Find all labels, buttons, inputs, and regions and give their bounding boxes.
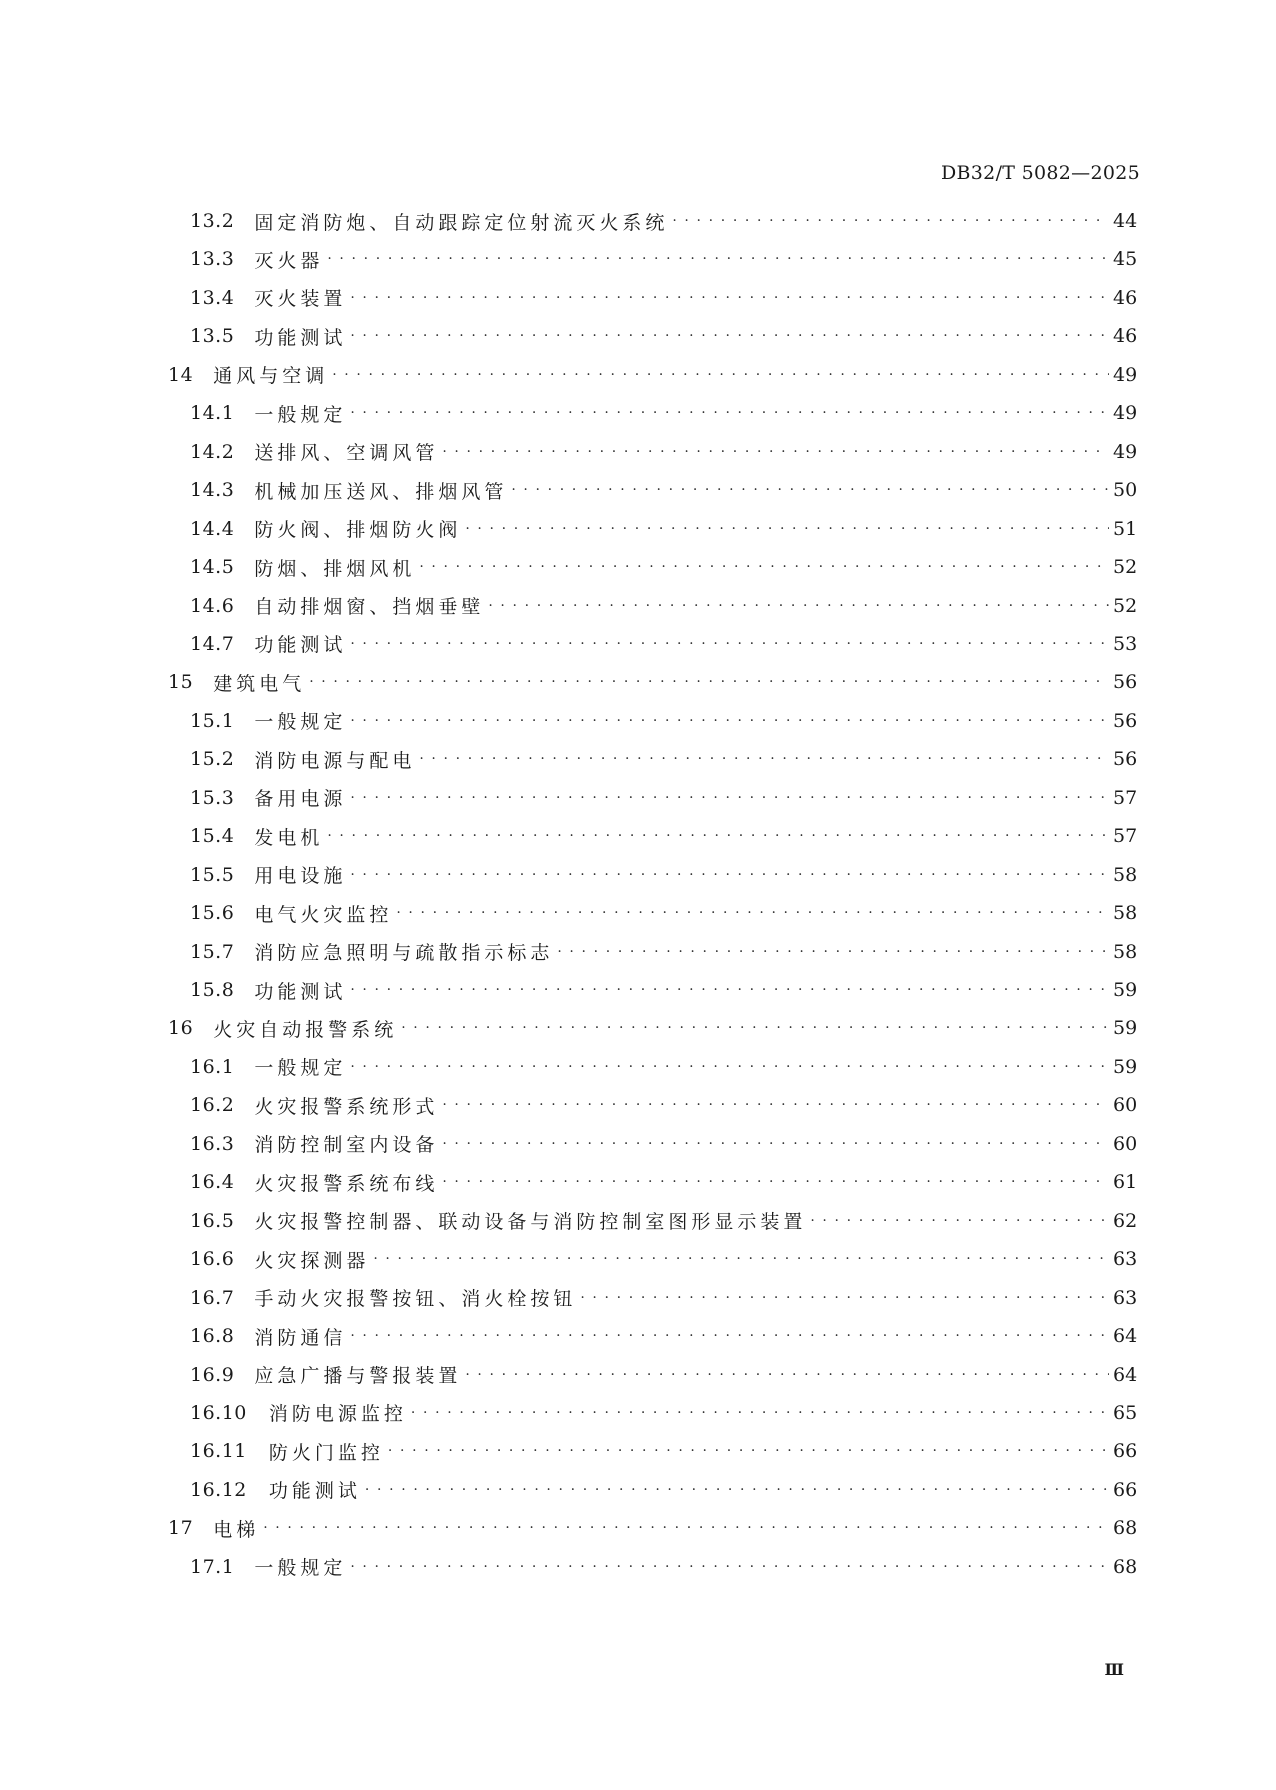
toc-entry[interactable] <box>0 1206 1276 1236</box>
toc-entry-number: 14.4 <box>190 517 235 540</box>
toc-entry-page: 58 <box>1113 863 1138 886</box>
toc-entry-number: 16.8 <box>190 1325 235 1348</box>
toc-entry[interactable] <box>0 398 1276 428</box>
toc-entry-number: 16.5 <box>190 1209 235 1232</box>
toc-leader-dots <box>309 674 1109 690</box>
toc-entry-number: 17.1 <box>190 1555 235 1578</box>
toc-leader-dots <box>350 790 1109 806</box>
toc-entry-page: 57 <box>1113 825 1138 848</box>
toc-entry[interactable] <box>0 937 1276 967</box>
toc-entry-title: 火灾报警系统布线 <box>254 1172 439 1195</box>
toc-entry-page: 62 <box>1113 1209 1138 1232</box>
toc-leader-dots <box>465 521 1109 537</box>
toc-entry-title: 消防控制室内设备 <box>254 1134 439 1157</box>
toc-entry[interactable] <box>0 1513 1276 1543</box>
toc-entry-number: 14.6 <box>190 594 235 617</box>
toc-entry-number: 15.8 <box>190 979 235 1001</box>
toc-entry[interactable] <box>0 1129 1276 1159</box>
toc-entry[interactable] <box>0 975 1276 1005</box>
toc-entry-page: 56 <box>1113 709 1138 732</box>
toc-entry-title: 消防电源与配电 <box>254 749 416 772</box>
toc-entry-number: 16.3 <box>190 1132 235 1155</box>
toc-entry-title: 发电机 <box>254 826 324 849</box>
toc-leader-dots <box>373 1251 1109 1267</box>
toc-entry[interactable] <box>0 744 1276 774</box>
toc-entry-title: 通风与空调 <box>213 365 329 388</box>
toc-leader-dots <box>396 905 1109 921</box>
toc-entry-title: 消防应急照明与疏散指示标志 <box>254 942 554 965</box>
toc-entry-title: 功能测试 <box>254 634 347 657</box>
toc-leader-dots <box>350 328 1109 344</box>
toc-leader-dots <box>350 1328 1109 1344</box>
toc-entry[interactable] <box>0 1090 1276 1120</box>
toc-leader-dots <box>511 482 1109 498</box>
toc-entry-number: 15.2 <box>190 748 235 771</box>
toc-entry[interactable] <box>0 1398 1276 1428</box>
toc-leader-dots <box>388 1443 1109 1459</box>
toc-entry-title: 消防电源监控 <box>268 1403 407 1426</box>
toc-entry[interactable] <box>0 706 1276 736</box>
toc-leader-dots <box>350 1559 1109 1575</box>
toc-entry[interactable] <box>0 1052 1276 1082</box>
toc-entry[interactable] <box>0 283 1276 313</box>
toc-entry-number: 16.10 <box>190 1401 247 1424</box>
toc-entry[interactable] <box>0 783 1276 813</box>
toc-leader-dots <box>672 213 1109 229</box>
toc-leader-dots <box>327 828 1109 844</box>
toc-entry-page: 64 <box>1113 1363 1138 1386</box>
toc-entry-page: 52 <box>1113 556 1138 579</box>
toc-entry[interactable] <box>0 360 1276 390</box>
toc-leader-dots <box>810 1213 1109 1229</box>
toc-entry-page: 52 <box>1113 594 1138 617</box>
toc-entry-page: 58 <box>1113 902 1138 925</box>
toc-entry-page: 59 <box>1113 1017 1138 1040</box>
toc-entry-title: 手动火灾报警按钮、消火栓按钮 <box>254 1288 577 1311</box>
toc-entry[interactable] <box>0 244 1276 274</box>
toc-entry-title: 送排风、空调风管 <box>254 442 439 465</box>
toc-entry-title: 一般规定 <box>254 711 347 734</box>
toc-leader-dots <box>488 598 1109 614</box>
toc-leader-dots <box>350 982 1109 998</box>
toc-entry-page: 56 <box>1113 671 1138 694</box>
toc-entry-page: 58 <box>1113 940 1138 963</box>
toc-leader-dots <box>419 559 1109 575</box>
toc-entry[interactable] <box>0 1244 1276 1274</box>
toc-entry-page: 49 <box>1113 402 1138 425</box>
toc-leader-dots <box>350 1059 1109 1075</box>
toc-leader-dots <box>332 367 1109 383</box>
toc-entry-title: 功能测试 <box>254 980 347 1003</box>
toc-entry-page: 49 <box>1113 440 1138 463</box>
toc-entry-page: 60 <box>1113 1094 1138 1117</box>
toc-entry-page: 63 <box>1113 1248 1138 1271</box>
toc-leader-dots <box>411 1405 1109 1421</box>
toc-entry-number: 16.11 <box>190 1440 247 1463</box>
toc-entry-page: 46 <box>1113 286 1138 309</box>
toc-entry[interactable] <box>0 1013 1276 1043</box>
toc-entry[interactable] <box>0 1321 1276 1351</box>
toc-entry[interactable] <box>0 629 1276 659</box>
toc-entry-title: 自动排烟窗、挡烟垂壁 <box>254 596 485 618</box>
toc-entry-number: 15.4 <box>190 825 235 848</box>
toc-leader-dots <box>327 251 1109 267</box>
toc-entry-title: 火灾报警控制器、联动设备与消防控制室图形显示装置 <box>254 1211 807 1234</box>
toc-entry[interactable] <box>0 1283 1276 1313</box>
toc-entry[interactable] <box>0 437 1276 467</box>
toc-entry-page: 59 <box>1113 979 1138 1001</box>
toc-leader-dots <box>442 444 1109 460</box>
toc-leader-dots <box>442 1097 1109 1113</box>
toc-entry-number: 16 <box>168 1017 194 1040</box>
toc-entry-title: 防火阀、排烟防火阀 <box>254 519 462 542</box>
toc-entry-number: 14.1 <box>190 402 235 425</box>
toc-entry-page: 44 <box>1113 210 1138 232</box>
toc-entry-page: 64 <box>1113 1325 1138 1348</box>
toc-entry[interactable] <box>0 667 1276 697</box>
toc-entry[interactable] <box>0 1167 1276 1197</box>
toc-entry-page: 65 <box>1113 1401 1138 1424</box>
toc-entry[interactable] <box>0 898 1276 928</box>
toc-entry-title: 一般规定 <box>254 1557 347 1580</box>
toc-entry-number: 15 <box>168 671 194 694</box>
toc-entry[interactable] <box>0 552 1276 582</box>
toc-entry-number: 16.2 <box>190 1094 235 1117</box>
toc-entry-title: 灭火器 <box>254 249 324 272</box>
toc-leader-dots <box>350 867 1109 883</box>
toc-entry-number: 15.1 <box>190 709 235 732</box>
toc-entry-number: 16.4 <box>190 1171 235 1194</box>
toc-entry-page: 53 <box>1113 632 1138 655</box>
toc-entry-title: 应急广播与警报装置 <box>254 1365 462 1387</box>
toc-entry[interactable] <box>0 475 1276 505</box>
toc-entry[interactable] <box>0 321 1276 351</box>
toc-entry-page: 66 <box>1113 1440 1138 1463</box>
toc-entry-title: 一般规定 <box>254 1057 347 1080</box>
toc-entry-number: 13.2 <box>190 210 235 232</box>
toc-entry-number: 16.9 <box>190 1363 235 1386</box>
toc-entry[interactable] <box>0 591 1276 621</box>
toc-leader-dots <box>465 1367 1109 1383</box>
toc-entry-page: 63 <box>1113 1286 1138 1309</box>
toc-entry-title: 用电设施 <box>254 865 347 888</box>
toc-entry-page: 49 <box>1113 363 1138 386</box>
toc-leader-dots <box>442 1174 1109 1190</box>
toc-entry-page: 68 <box>1113 1555 1138 1578</box>
toc-entry-number: 14.3 <box>190 479 235 502</box>
toc-entry-number: 14.5 <box>190 556 235 579</box>
toc-leader-dots <box>350 713 1109 729</box>
toc-entry-page: 46 <box>1113 325 1138 348</box>
toc-entry-title: 火灾报警系统形式 <box>254 1095 439 1118</box>
toc-leader-dots <box>580 1290 1109 1306</box>
toc-entry-title: 电梯 <box>213 1518 260 1541</box>
toc-entry-title: 功能测试 <box>254 326 347 349</box>
toc-entry-title: 功能测试 <box>268 1480 361 1503</box>
toc-entry-number: 17 <box>168 1517 194 1540</box>
toc-entry-number: 15.7 <box>190 940 235 963</box>
toc-entry-page: 68 <box>1113 1517 1138 1540</box>
toc-entry-title: 固定消防炮、自动跟踪定位射流灭火系统 <box>254 211 669 234</box>
toc-entry-page: 45 <box>1113 248 1138 271</box>
toc-entry-number: 13.3 <box>190 248 235 271</box>
toc-leader-dots <box>419 751 1109 767</box>
toc-entry-title: 火灾自动报警系统 <box>213 1018 398 1041</box>
toc-entry-number: 13.4 <box>190 286 235 309</box>
toc-entry-title: 电气火灾监控 <box>254 903 393 926</box>
toc-entry-number: 16.6 <box>190 1248 235 1271</box>
toc-entry-number: 16.7 <box>190 1286 235 1309</box>
toc-entry-title: 火灾探测器 <box>254 1249 370 1272</box>
toc-entry[interactable] <box>0 821 1276 851</box>
toc-entry[interactable] <box>0 206 1276 236</box>
toc-entry-number: 15.3 <box>190 786 235 809</box>
toc-leader-dots <box>350 636 1109 652</box>
toc-entry-number: 15.5 <box>190 863 235 886</box>
toc-leader-dots <box>401 1020 1109 1036</box>
toc-entry-title: 消防通信 <box>254 1326 347 1349</box>
toc-entry-page: 61 <box>1113 1171 1138 1194</box>
toc-entry-number: 14.2 <box>190 440 235 463</box>
toc-entry-number: 15.6 <box>190 902 235 925</box>
toc-entry[interactable] <box>0 1475 1276 1505</box>
toc-entry-title: 防火门监控 <box>268 1441 384 1464</box>
toc-entry-title: 机械加压送风、排烟风管 <box>254 480 508 503</box>
toc-entry-title: 灭火装置 <box>254 288 347 311</box>
toc-entry[interactable] <box>0 1552 1276 1582</box>
toc-leader-dots <box>350 290 1109 306</box>
toc-leader-dots <box>365 1482 1109 1498</box>
toc-entry-page: 59 <box>1113 1055 1138 1078</box>
toc-entry-title: 备用电源 <box>254 788 347 811</box>
toc-entry-page: 66 <box>1113 1478 1138 1501</box>
toc-entry[interactable] <box>0 514 1276 544</box>
toc-entry-number: 16.1 <box>190 1055 235 1078</box>
toc-entry-page: 56 <box>1113 748 1138 771</box>
toc-entry-page: 51 <box>1113 517 1138 540</box>
toc-leader-dots <box>557 944 1109 960</box>
toc-entry[interactable] <box>0 860 1276 890</box>
toc-entry-page: 60 <box>1113 1132 1138 1155</box>
toc-entry-number: 14.7 <box>190 632 235 655</box>
toc-entry[interactable] <box>0 1436 1276 1466</box>
toc-leader-dots <box>350 405 1109 421</box>
toc-entry[interactable] <box>0 1360 1276 1390</box>
toc-entry-page: 50 <box>1113 479 1138 502</box>
standard-code: DB32/T 5082—2025 <box>941 162 1140 184</box>
page-number-roman: Ⅲ <box>1104 1660 1124 1679</box>
toc-leader-dots <box>263 1520 1109 1536</box>
toc-entry-title: 防烟、排烟风机 <box>254 557 416 580</box>
toc-entry-number: 16.12 <box>190 1478 247 1501</box>
toc-entry-title: 建筑电气 <box>213 672 306 695</box>
toc-entry-page: 57 <box>1113 786 1138 809</box>
toc-leader-dots <box>442 1136 1109 1152</box>
toc-entry-title: 一般规定 <box>254 403 347 426</box>
toc-entry-number: 14 <box>168 363 194 386</box>
toc-entry-number: 13.5 <box>190 325 235 348</box>
